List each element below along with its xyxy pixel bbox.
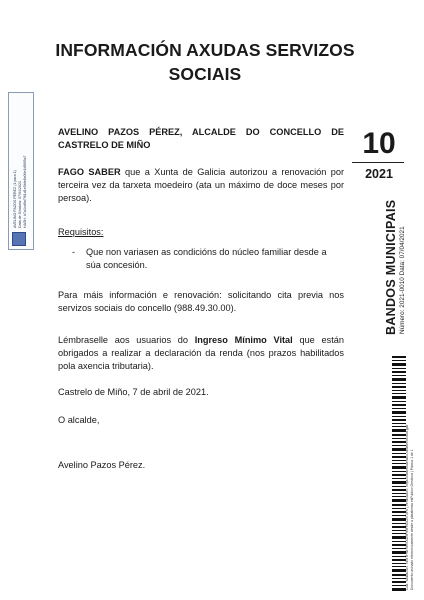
requisitos-heading: [58, 226, 344, 239]
info-paragraph: Para máis información e renovación: solicitando cita previa nos servizos sociais do concello (988.49.30.00).: [58, 290, 344, 314]
csv-footer-line-2: Documento asinado electrónicamente desde a plataforma esPublico Gestiona | Páxina 1 de 1: [410, 449, 414, 590]
ingreso-pre: Lémbraselle aos usuarios do: [58, 335, 195, 345]
bando-divider: [352, 162, 404, 163]
list-dash: -: [72, 247, 76, 257]
closing-line: O alcalde,: [58, 415, 100, 425]
signature-name: Avelino Pazos Pérez.: [58, 460, 146, 470]
document-title: INFORMACIÓN AXUDAS SERVIZOS SOCIAIS: [55, 40, 355, 84]
ingreso-post: que están obrigados a realizar a declaración da renda (nos prazos habilitados pola axencia tributaria).: [58, 335, 344, 372]
requisito-text: Que non variasen as condicións do núcleo familiar desde a súa concesión.: [86, 247, 327, 271]
place-date: Castrelo de Miño, 7 de abril de 2021.: [58, 387, 209, 397]
stamp-logo-icon: [12, 232, 26, 246]
requisito-list-item: [72, 246, 338, 272]
stamp-line-2: Data de Sinatura: 07/04/2021: [18, 181, 22, 228]
fago-saber-lead: FAGO SABER: [58, 167, 121, 177]
stamp-line-3: HASH: b7a1cd9a7f61d1e5bfe8c06e1d56f5a7: [23, 155, 27, 228]
side-label-subtitle: Número: 2021-0010 Data: 07/04/2021: [399, 226, 406, 334]
csv-footer-line-1: Cód. Validación: 74WTHNH9HSXD9P99FRDCNT3P6 | Verificación: https://castrelodemino.sedelectronica.gal/: [405, 424, 409, 590]
stamp-line-1: AVELINO PAZOS PÉREZ (1 para 1): [13, 170, 17, 228]
requisitos-label: Requisitos: [58, 227, 101, 237]
fago-saber-text: que a Xunta de Galicia autorizou a renovación por terceira vez da tarxeta moedeiro (ata un máximo de doce meses por persoa).: [58, 167, 344, 204]
bando-number: 10: [362, 127, 396, 160]
ingreso-paragraph: [58, 334, 344, 374]
author-line: AVELINO PAZOS PÉREZ, ALCALDE DO CONCELLO DE CASTRELO DE MIÑO: [58, 127, 344, 151]
barcode-icon: [392, 356, 406, 592]
requisitos-colon: :: [100, 227, 104, 237]
side-label-title: BANDOS MUNICIPAIS: [384, 199, 398, 335]
fago-saber-paragraph: [58, 166, 344, 206]
bando-year: 2021: [365, 167, 393, 181]
ingreso-bold: Ingreso Mínimo Vital: [194, 335, 293, 345]
